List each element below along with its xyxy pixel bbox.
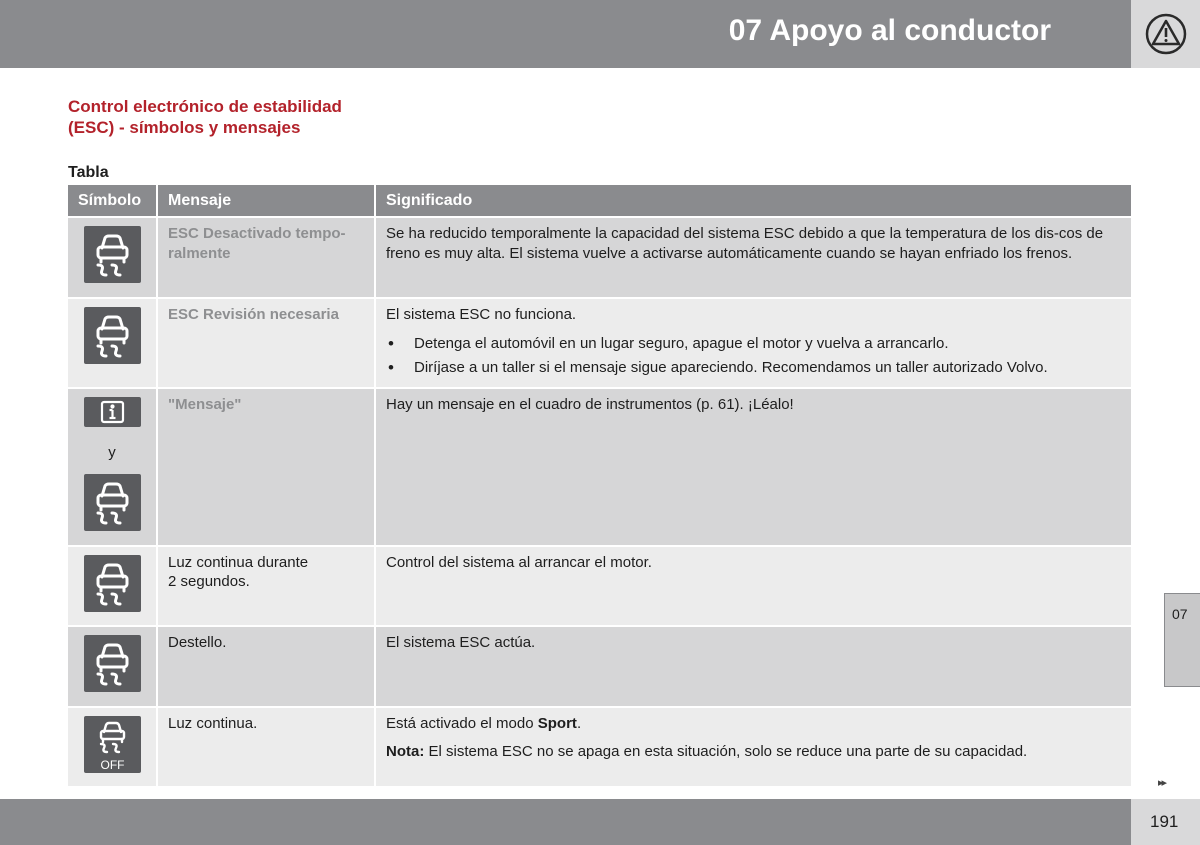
double-chevron-right-icon: ▸▸	[1158, 777, 1166, 789]
header-bar	[0, 0, 1131, 68]
chapter-icon-box	[1131, 0, 1200, 68]
bullet-item: • Detenga el automóvil en un lugar seguro, apague el motor y vuelva a arrancarlo.	[414, 334, 1121, 354]
meaning-cell	[376, 299, 1131, 388]
table-row	[68, 218, 1131, 297]
esc-skid-icon	[84, 307, 141, 364]
meaning-text: Se ha reducido temporalmente la capacidad del sistema ESC debido a que la temperatura de los dis-cos de freno es muy alta. El sistema vuelve a activarse automáticamente cuando se hayan enfriado los frenos.	[386, 225, 1104, 262]
esc-skid-icon	[84, 474, 141, 531]
meaning-prefix: Está activado el modo	[386, 714, 538, 732]
header-meaning: Significado	[376, 185, 1131, 216]
message-text: ESC Revisión necesaria	[168, 305, 339, 323]
table-row	[68, 299, 1131, 388]
section-heading-line1: Control electrónico de estabilidad	[68, 97, 342, 116]
meaning-cell	[376, 708, 1131, 787]
meaning-text	[386, 714, 1121, 734]
message-text-line2: 2 segundos.	[168, 573, 250, 590]
page-number: 191	[1150, 812, 1179, 831]
section-heading-line2: (ESC) - símbolos y mensajes	[68, 118, 301, 137]
meaning-text: El sistema ESC actúa.	[386, 634, 536, 651]
info-message-icon	[84, 397, 141, 427]
side-tab-label: 07	[1172, 606, 1188, 622]
esc-skid-icon	[84, 555, 141, 612]
message-text: Luz continua.	[168, 714, 258, 732]
symbol-cell	[68, 708, 156, 787]
message-text: Destello.	[168, 634, 227, 651]
message-text: "Mensaje"	[168, 396, 242, 413]
header-message: Mensaje	[158, 185, 374, 216]
symbol-conjunction: y	[108, 443, 116, 461]
meaning-text: Control del sistema al arrancar el motor.	[386, 553, 652, 571]
symbol-cell	[68, 299, 156, 388]
chapter-title: 07 Apoyo al conductor	[728, 14, 1051, 47]
note-text	[386, 742, 1121, 762]
note-body: El sistema ESC no se apaga en esta situación, solo se reduce una parte de su capacidad.	[424, 743, 1028, 760]
symbol-cell	[68, 218, 156, 297]
esc-off-icon	[84, 716, 141, 773]
svg-text:OFF: OFF	[100, 757, 124, 772]
bullet-list	[386, 334, 1121, 377]
message-cell	[158, 218, 374, 297]
table-header-row	[68, 185, 1131, 216]
message-text: ESC Desactivado tempo-ralmente	[168, 225, 346, 262]
table-row	[68, 389, 1131, 545]
warning-triangle-icon	[1144, 12, 1188, 56]
meaning-text: El sistema ESC no funciona.	[386, 305, 577, 323]
esc-skid-icon	[84, 635, 141, 692]
chapter-side-tab	[1164, 593, 1200, 687]
table-row	[68, 627, 1131, 706]
meaning-cell	[376, 218, 1131, 297]
symbol-cell	[68, 389, 156, 545]
esc-skid-icon	[84, 226, 141, 283]
table-row	[68, 708, 1131, 787]
bullet-item: • Diríjase a un taller si el mensaje sigue apareciendo. Recomendamos un taller autorizado Volvo.	[414, 358, 1121, 378]
message-cell	[158, 627, 374, 706]
message-cell	[158, 547, 374, 626]
message-cell	[158, 708, 374, 787]
message-text-line1: Luz continua durante	[168, 553, 309, 571]
meaning-suffix: .	[576, 714, 582, 732]
symbol-cell	[68, 547, 156, 626]
meaning-cell	[376, 389, 1131, 545]
meaning-cell	[376, 627, 1131, 706]
table-caption: Tabla	[68, 164, 109, 181]
message-cell	[158, 299, 374, 388]
message-cell	[158, 389, 374, 545]
meaning-text: Hay un mensaje en el cuadro de instrumentos (p. 61). ¡Léalo!	[386, 396, 794, 413]
header-symbol: Símbolo	[68, 185, 156, 216]
note-label: Nota:	[386, 743, 425, 760]
esc-symbols-table	[66, 183, 1133, 788]
meaning-cell	[376, 547, 1131, 626]
table-row	[68, 547, 1131, 626]
section-heading	[68, 96, 342, 138]
meaning-bold: Sport	[537, 714, 577, 732]
symbol-cell	[68, 627, 156, 706]
footer-bar	[0, 799, 1131, 845]
